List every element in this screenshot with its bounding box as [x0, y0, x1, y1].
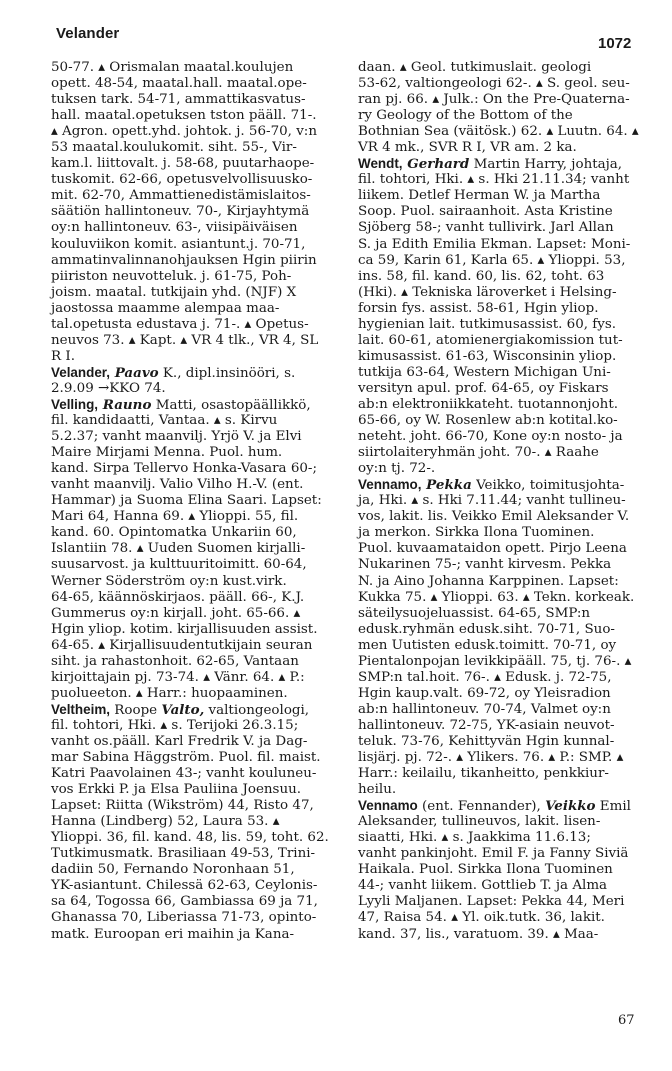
entry-text: dadiin 50, Fernando Noronhaan 51,: [51, 862, 295, 878]
text-line: [51, 156, 351, 172]
entry-text: Hgin yliop. kotim. kirjallisuuden assist.: [51, 621, 318, 637]
entry-text: oy:n tj. 72-.: [358, 461, 436, 477]
text-line: [51, 525, 351, 541]
entry-name: Paavo: [110, 364, 159, 381]
entry-text: Matti, osastopäällikkö,: [151, 397, 311, 413]
entry-text: 65-66, oy W. Rosenlew ab:n kotital.ko-: [358, 413, 618, 429]
entry-text: Kukka 75. ▴ Ylioppi. 63. ▴ Tekn. korkeak.: [358, 589, 635, 605]
entry-text: liikem. Detlef Herman W. ja Martha: [358, 188, 601, 204]
text-line: [358, 910, 664, 926]
text-line: [51, 333, 351, 349]
entry-text: R I.: [51, 348, 75, 364]
text-line: [358, 461, 664, 477]
text-line: [51, 413, 351, 429]
entry-text: Harr.: keilailu, tikanheitto, penkkiur-: [358, 766, 609, 782]
text-line: [51, 654, 351, 670]
entry-text: 47, Raisa 54. ▴ Yl. oik.tutk. 36, lakit.: [358, 910, 605, 926]
text-line: [51, 798, 351, 814]
entry-text: suusarvost. ja kulttuuritoimitt. 60-64,: [51, 557, 307, 573]
text-line: [358, 188, 664, 204]
text-line: [358, 253, 664, 269]
text-line: [51, 622, 351, 638]
text-line: [51, 349, 351, 365]
text-line: [358, 237, 664, 253]
entry-text: sa 64, Togossa 66, Gambiassa 69 ja 71,: [51, 894, 318, 910]
text-line: [51, 894, 351, 910]
text-line: [358, 846, 664, 862]
text-line: [358, 204, 664, 220]
entry-text: Hgin kaup.valt. 69-72, oy Yleisradion: [358, 685, 611, 701]
entry-headword-line: [358, 798, 664, 814]
entry-text: fil. tohtori, Hki. ▴ s. Hki 21.11.34; vanht: [358, 172, 630, 188]
text-line: [358, 814, 664, 830]
text-line: [51, 750, 351, 766]
entry-text: siht. ja rahastonhoit. 62-65, Vantaan: [51, 653, 299, 669]
text-line: [358, 574, 664, 590]
entry-text: Veikko, toimitusjohta-: [471, 478, 625, 494]
entry-text: fil. kandidaatti, Vantaa. ▴ s. Kirvu: [51, 413, 278, 429]
entry-text: tutkija 63-64, Western Michigan Uni-: [358, 364, 611, 380]
text-line: [358, 670, 664, 686]
entry-headword-line: [358, 156, 664, 172]
entry-text: S. ja Edith Emilia Ekman. Lapset: Moni-: [358, 236, 631, 252]
entry-text: (ent. Fennander),: [417, 799, 546, 815]
text-line: [358, 60, 664, 76]
entry-text: 50-77. ▴ Orismalan maatal.koulujen: [51, 60, 294, 75]
entry-text: 64-65. ▴ Kirjallisuudentutkijain seuran: [51, 637, 313, 653]
text-line: [358, 557, 664, 573]
text-line: [51, 429, 351, 445]
text-line: [51, 557, 351, 573]
entry-text: Puol. kuvaamataidon opett. Pirjo Leena: [358, 541, 627, 557]
text-line: [51, 140, 351, 156]
entry-text: tal.opetusta edustava j. 71-. ▴ Opetus-: [51, 316, 309, 332]
entry-text: neteht. joht. 66-70, Kone oy:n nosto- ja: [358, 429, 623, 445]
text-line: [51, 606, 351, 622]
left-column: [51, 60, 351, 943]
entry-text: säteilysuojeluassist. 64-65, SMP:n: [358, 605, 591, 621]
entry-text: Pientalonpojan levikkipääll. 75, tj. 76-. ▴: [358, 653, 632, 669]
entry-name: Vennamo: [358, 798, 418, 814]
page-number-top: 1072: [598, 35, 632, 52]
entry-text: ▴ Agron. opett.yhd. johtok. j. 56-70, v:n: [51, 124, 317, 140]
text-line: [51, 220, 351, 236]
entry-text: 64-65, käännöskirjaos. pääll. 66-, K.J.: [51, 589, 305, 605]
text-line: [51, 686, 351, 702]
text-line: [358, 686, 664, 702]
text-line: [358, 894, 664, 910]
text-line: [51, 878, 351, 894]
text-line: [358, 413, 664, 429]
entry-text: kimusassist. 61-63, Wisconsinin yliop.: [358, 348, 617, 364]
text-line: [358, 397, 664, 413]
text-line: [358, 301, 664, 317]
entry-text: N. ja Aino Johanna Karppinen. Lapset:: [358, 573, 619, 589]
text-line: [358, 493, 664, 509]
entry-text: ja merkon. Sirkka Ilona Tuominen.: [358, 525, 595, 541]
entry-name: Velling,: [51, 396, 99, 412]
entry-text: kand. 37, lis., varatuom. 39. ▴ Maa-: [358, 926, 599, 942]
text-line: [358, 269, 664, 285]
running-head: Velander: [56, 25, 120, 42]
text-line: [51, 445, 351, 461]
entry-headword-line: [51, 397, 351, 413]
text-line: [51, 670, 351, 686]
entry-text: Roope: [110, 702, 162, 718]
entry-text: versityn apul. prof. 64-65, oy Fiskars: [358, 380, 609, 396]
text-line: [51, 92, 351, 108]
entry-text: mar Sabina Häggström. Puol. fil. maist.: [51, 750, 321, 766]
entry-name: Pekka: [421, 477, 472, 494]
entry-text: Haikala. Puol. Sirkka Ilona Tuominen: [358, 862, 613, 878]
text-line: [51, 509, 351, 525]
entry-text: hygienian lait. tutkimusassist. 60, fys.: [358, 316, 617, 332]
entry-text: Katri Paavolainen 43-; vanht kouluneu-: [51, 766, 317, 782]
entry-text: ca 59, Karin 61, Karla 65. ▴ Ylioppi. 53,: [358, 252, 626, 268]
text-line: [51, 638, 351, 654]
text-line: [51, 493, 351, 509]
entry-text: ab:n elektroniikkateht. tuotannonjoht.: [358, 396, 619, 412]
entry-text: kouluviikon komit. asiantunt.j. 70-71,: [51, 236, 306, 252]
text-line: [51, 253, 351, 269]
entry-text: Nukarinen 75-; vanht kirvesm. Pekka: [358, 557, 612, 573]
text-line: [358, 140, 664, 156]
entry-text: Gummerus oy:n kirjall. joht. 65-66. ▴: [51, 605, 301, 621]
text-line: [358, 718, 664, 734]
entry-text: K., dipl.insinööri, s.: [158, 365, 296, 381]
entry-name: Gerhard: [402, 156, 470, 173]
entry-text: kirjoittajain pj. 73-74. ▴ Vänr. 64. ▴ P.:: [51, 669, 305, 685]
entry-text: joism. maatal. tutkijain yhd. (NJF) X: [51, 284, 297, 300]
entry-text: Mari 64, Hanna 69. ▴ Ylioppi. 55, fil.: [51, 509, 299, 525]
text-line: [358, 349, 664, 365]
entry-text: YK-asiantunt. Chilessä 62-63, Ceylonis-: [51, 878, 318, 894]
entry-text: kand. 60. Opintomatka Unkariin 60,: [51, 525, 297, 541]
entry-text: 5.2.37; vanht maanvilj. Yrjö V. ja Elvi: [51, 429, 302, 445]
text-line: [51, 204, 351, 220]
entry-headword-line: [51, 365, 351, 381]
text-line: [51, 718, 351, 734]
entry-text: jaostossa maamme alempaa maa-: [51, 300, 280, 316]
entry-name: Wendt,: [358, 156, 403, 172]
entry-text: hall. maatal.opetuksen tston pääll. 71-.: [51, 108, 317, 124]
text-line: [358, 606, 664, 622]
text-line: [358, 702, 664, 718]
text-line: [51, 381, 351, 397]
entry-text: Lapset: Riitta (Wikström) 44, Risto 47,: [51, 798, 314, 814]
entry-text: kand. Sirpa Tellervo Honka-Vasara 60-;: [51, 461, 317, 477]
entry-text: teluk. 73-76, Kehittyvän Hgin kunnal-: [358, 733, 615, 749]
entry-text: ins. 58, fil. kand. 60, lis. 62, toht. 63: [358, 268, 605, 284]
entry-text: Ghanassa 70, Liberiassa 71-73, opinto-: [51, 910, 317, 926]
entry-text: ja, Hki. ▴ s. Hki 7.11.44; vanht tullineu-: [358, 493, 626, 509]
entry-text: Hanna (Lindberg) 52, Laura 53. ▴: [51, 814, 280, 830]
text-line: [51, 830, 351, 846]
text-line: [358, 878, 664, 894]
text-line: [358, 782, 664, 798]
text-line: [51, 734, 351, 750]
text-line: [358, 220, 664, 236]
entry-text: lait. 60-61, atomienergiakomission tut-: [358, 332, 623, 348]
text-line: [358, 750, 664, 766]
text-line: [51, 108, 351, 124]
text-line: [358, 285, 664, 301]
text-line: [358, 124, 664, 140]
text-line: [51, 574, 351, 590]
entry-text: vos, lakit. lis. Veikko Emil Aleksander V.: [358, 509, 630, 525]
entry-headword-line: [51, 702, 351, 718]
entry-headword-line: [358, 477, 664, 493]
entry-text: Maire Mirjami Menna. Puol. hum.: [51, 445, 283, 461]
entry-text: VR 4 mk., SVR R I, VR am. 2 ka.: [358, 140, 577, 156]
text-line: [51, 124, 351, 140]
text-line: [51, 766, 351, 782]
text-line: [51, 910, 351, 926]
entry-text: puolueeton. ▴ Harr.: huopaaminen.: [51, 685, 288, 701]
text-line: [358, 622, 664, 638]
text-line: [51, 782, 351, 798]
entry-name: Veltheim,: [51, 701, 110, 717]
entry-text: daan. ▴ Geol. tutkimuslait. geologi: [358, 60, 592, 75]
entry-name: Veikko: [545, 798, 596, 815]
entry-text: Werner Söderström oy:n kust.virk.: [51, 573, 287, 589]
page-number-bottom: 67: [618, 1013, 635, 1028]
text-line: [358, 638, 664, 654]
text-line: [358, 76, 664, 92]
entry-text: vanht maanvilj. Valio Vilho H.-V. (ent.: [51, 477, 304, 493]
entry-text: Bothnian Sea (väitösk.) 62. ▴ Luutn. 64. ▴: [358, 124, 639, 140]
text-line: [51, 237, 351, 253]
entry-name: Vennamo,: [358, 477, 422, 493]
text-line: [358, 541, 664, 557]
entry-text: lisjärj. pj. 72-. ▴ Ylikers. 76. ▴ P.: SMP. ▴: [358, 750, 624, 766]
text-line: [51, 60, 351, 76]
text-line: [51, 541, 351, 557]
text-line: [358, 525, 664, 541]
entry-text: valtiongeologi,: [204, 702, 310, 718]
text-line: [51, 814, 351, 830]
text-line: [358, 333, 664, 349]
entry-text: säätiön hallintoneuv. 70-, Kirjayhtymä: [51, 204, 310, 220]
text-line: [358, 92, 664, 108]
entry-text: Tutkimusmatk. Brasiliaan 49-53, Trini-: [51, 846, 316, 862]
entry-text: 53 maatal.koulukomit. siht. 55-, Vir-: [51, 140, 297, 156]
entry-text: Hammar) ja Suoma Elina Saari. Lapset:: [51, 493, 322, 509]
entry-text: Lyyli Maljanen. Lapset: Pekka 44, Meri: [358, 894, 625, 910]
text-line: [51, 285, 351, 301]
text-line: [358, 734, 664, 750]
entry-text: ab:n hallintoneuv. 70-74, Valmet oy:n: [358, 701, 611, 717]
entry-text: men Uutisten edusk.toimitt. 70-71, oy: [358, 637, 617, 653]
text-line: [51, 301, 351, 317]
text-line: [51, 317, 351, 333]
text-line: [358, 654, 664, 670]
entry-text: edusk.ryhmän edusk.siht. 70-71, Suo-: [358, 621, 615, 637]
text-line: [51, 862, 351, 878]
text-line: [51, 188, 351, 204]
entry-name: Rauno: [98, 396, 152, 413]
text-line: [358, 445, 664, 461]
text-line: [358, 830, 664, 846]
entry-text: oy:n hallintoneuv. 63-, viisipäiväisen: [51, 220, 298, 236]
text-line: [358, 365, 664, 381]
text-line: [51, 846, 351, 862]
entry-text: piiriston neuvotteluk. j. 61-75, Poh-: [51, 268, 292, 284]
entry-text: Islantiin 78. ▴ Uuden Suomen kirjalli-: [51, 541, 306, 557]
entry-text: hallintoneuv. 72-75, YK-asiain neuvot-: [358, 717, 615, 733]
entry-text: SMP:n tal.hoit. 76-. ▴ Edusk. j. 72-75,: [358, 669, 612, 685]
text-line: [51, 461, 351, 477]
entry-text: 44-; vanht liikem. Gottlieb T. ja Alma: [358, 878, 608, 894]
entry-text: Ylioppi. 36, fil. kand. 48, lis. 59, toht. 62.: [51, 830, 329, 846]
text-line: [51, 269, 351, 285]
entry-text: kam.l. liittovalt. j. 58-68, puutarhaope-: [51, 156, 315, 172]
text-line: [358, 509, 664, 525]
entry-name: Velander,: [51, 364, 111, 380]
text-line: [51, 172, 351, 188]
text-line: [358, 172, 664, 188]
entry-text: fil. tohtori, Hki. ▴ s. Terijoki 26.3.15;: [51, 717, 299, 733]
text-line: [358, 927, 664, 943]
text-line: [358, 108, 664, 124]
entry-text: neuvos 73. ▴ Kapt. ▴ VR 4 tlk., VR 4, SL: [51, 332, 319, 348]
entry-text: matk. Euroopan eri maihin ja Kana-: [51, 926, 295, 942]
entry-text: siirtolaiteryhmän joht. 70-. ▴ Raahe: [358, 445, 599, 461]
text-line: [51, 590, 351, 606]
entry-text: (Hki). ▴ Tekniska läroverket i Helsing-: [358, 284, 617, 300]
entry-text: siaatti, Hki. ▴ s. Jaakkima 11.6.13;: [358, 830, 591, 846]
entry-text: ran pj. 66. ▴ Julk.: On the Pre-Quaterna-: [358, 92, 630, 108]
entry-text: tuskomit. 62-66, opetusvelvollisuusko-: [51, 172, 313, 188]
text-line: [358, 381, 664, 397]
entry-text: Emil: [595, 799, 631, 815]
entry-text: tuksen tark. 54-71, ammattikasvatus-: [51, 92, 306, 108]
entry-text: forsin fys. assist. 58-61, Hgin yliop.: [358, 300, 599, 316]
entry-text: 2.9.09 →KKO 74.: [51, 380, 166, 396]
entry-text: mit. 62-70, Ammattienedistämislaitos-: [51, 188, 311, 204]
entry-text: Martin Harry, johtaja,: [469, 157, 623, 173]
text-line: [51, 927, 351, 943]
text-line: [358, 429, 664, 445]
entry-text: vanht pankinjoht. Emil F. ja Fanny Siviä: [358, 846, 629, 862]
text-line: [358, 317, 664, 333]
entry-name: Valto,: [161, 701, 205, 718]
entry-text: Sjöberg 58-; vanht tullivirk. Jarl Allan: [358, 220, 614, 236]
right-column: [358, 60, 664, 943]
entry-text: vos Erkki P. ja Elsa Pauliina Joensuu.: [51, 782, 302, 798]
entry-text: opett. 48-54, maatal.hall. maatal.ope-: [51, 76, 307, 92]
entry-text: Soop. Puol. sairaanhoit. Asta Kristine: [358, 204, 613, 220]
text-line: [358, 766, 664, 782]
text-line: [358, 862, 664, 878]
entry-text: Aleksander, tullineuvos, lakit. lisen-: [358, 814, 601, 830]
entry-text: vanht os.pääll. Karl Fredrik V. ja Dag-: [51, 733, 308, 749]
text-line: [51, 477, 351, 493]
entry-text: ry Geology of the Bottom of the: [358, 108, 573, 124]
entry-text: ammatinvalinnanohjauksen Hgin piirin: [51, 252, 317, 268]
text-line: [358, 590, 664, 606]
entry-text: heilu.: [358, 782, 397, 798]
entry-text: 53-62, valtiongeologi 62-. ▴ S. geol. seu-: [358, 76, 630, 92]
text-line: [51, 76, 351, 92]
